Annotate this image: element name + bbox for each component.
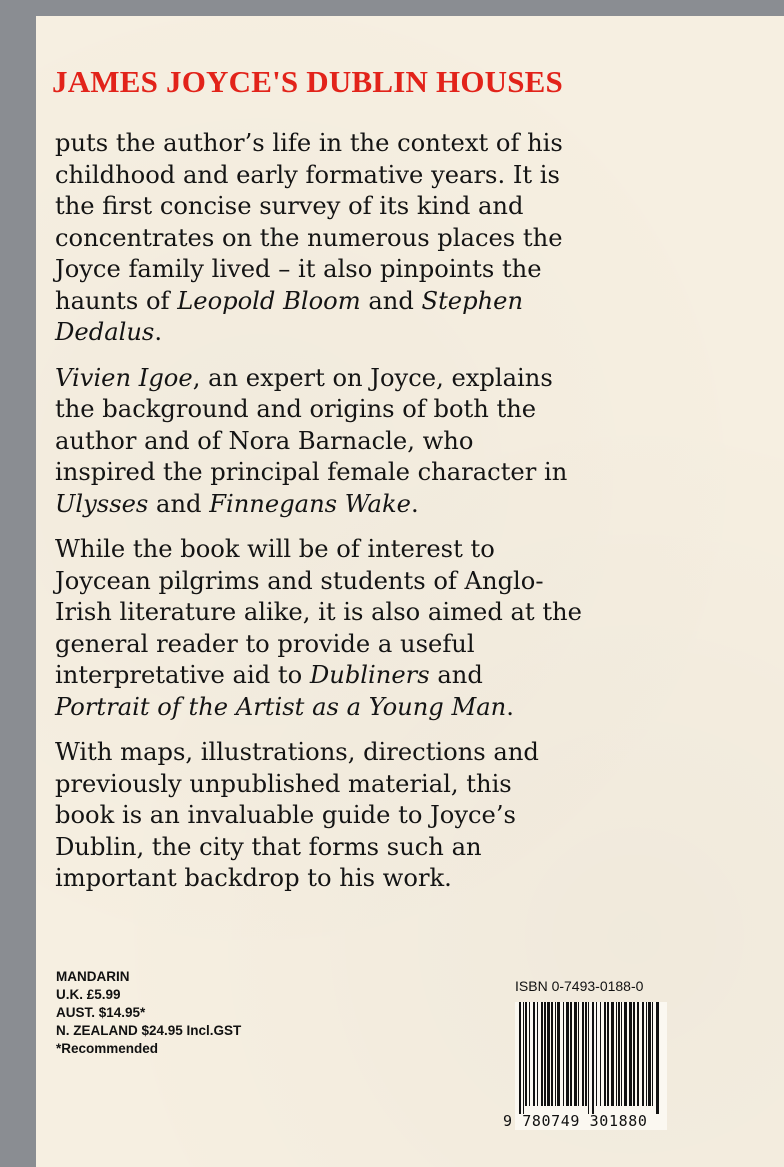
blurb-line — [55, 426, 715, 458]
barcode-bar — [616, 1002, 617, 1106]
barcode-bar — [618, 1002, 620, 1106]
barcode-bar — [551, 1002, 553, 1106]
text-run: general reader to provide a useful — [55, 629, 475, 658]
blurb-paragraph — [55, 737, 715, 895]
barcode-bar — [555, 1002, 556, 1106]
price-info — [56, 968, 241, 1058]
barcode-bar — [648, 1002, 651, 1106]
blurb-line — [55, 534, 715, 566]
barcode-bar — [582, 1002, 584, 1106]
text-run: important backdrop to his work. — [55, 864, 452, 892]
barcode-bar — [519, 1002, 521, 1114]
text-run: book is an invaluable guide to Joyce’s — [55, 801, 516, 829]
text-run: Dublin, the city that forms such an — [55, 832, 482, 861]
blurb-line — [55, 160, 715, 192]
text-run: haunts of — [55, 286, 178, 315]
blurb-line — [55, 597, 715, 629]
blurb-line — [55, 737, 715, 769]
text-run: Joycean pilgrims and students of Anglo- — [55, 566, 544, 595]
blurb-line — [55, 629, 715, 661]
text-run: puts the author’s life in the context of his — [55, 129, 563, 157]
blurb-line — [55, 317, 715, 349]
barcode-bar — [624, 1002, 627, 1106]
blurb-paragraph — [55, 128, 715, 349]
barcode-bar — [574, 1002, 577, 1106]
text-run: Irish literature alike, it is also aimed at the — [55, 598, 582, 626]
blurb-line — [55, 692, 715, 724]
italic-text: Finnegans Wake — [209, 489, 411, 518]
price-nz: N. ZEALAND $24.95 Incl.GST — [56, 1023, 242, 1038]
text-run: , an expert on Joyce, explains — [192, 363, 553, 392]
text-run: . — [506, 692, 514, 721]
italic-text: Ulysses — [55, 489, 149, 518]
italic-text: Dedalus — [55, 318, 155, 346]
text-run: the first concise survey of its kind and — [55, 192, 524, 220]
blurb-line — [55, 286, 715, 318]
barcode-bar — [604, 1002, 606, 1106]
barcode-bar — [525, 1002, 527, 1106]
barcode-bar — [523, 1002, 524, 1114]
barcode-bar — [592, 1002, 594, 1114]
blurb-line — [55, 832, 715, 864]
text-run: and — [148, 489, 210, 518]
blurb-paragraph — [55, 534, 715, 723]
blurb-line — [55, 769, 715, 801]
isbn-label: ISBN 0-7493-0188-0 — [515, 978, 644, 994]
blurb-line — [55, 489, 715, 521]
barcode-icon — [515, 1002, 667, 1114]
text-run: the background and origins of both the — [55, 395, 537, 423]
blurb-line — [55, 394, 715, 426]
barcode-bar — [563, 1002, 564, 1106]
italic-text: Leopold Bloom — [177, 286, 361, 315]
barcode-number: 9 780749 301880 — [503, 1112, 648, 1130]
barcode-bar — [621, 1002, 622, 1106]
barcode-bar — [588, 1002, 589, 1114]
blurb-line — [55, 457, 715, 489]
barcode-bar — [611, 1002, 614, 1106]
italic-text: Portrait of the Artist as a Young Man — [55, 692, 507, 721]
blurb-line — [55, 223, 715, 255]
barcode-bar — [529, 1002, 530, 1106]
barcode-bar — [637, 1002, 639, 1106]
barcode-bar — [544, 1002, 546, 1106]
text-run: childhood and early formative years. It is — [55, 160, 560, 189]
text-run: and — [429, 661, 483, 689]
text-run: interpretative aid to — [55, 661, 310, 689]
blurb-line — [55, 128, 715, 160]
blurb-line — [55, 660, 715, 692]
blurb-line — [55, 863, 715, 895]
barcode-bar — [646, 1002, 647, 1106]
barcode-bar — [537, 1002, 538, 1106]
barcode-bar — [566, 1002, 569, 1106]
text-run: With maps, illustrations, directions and — [55, 738, 539, 766]
text-run: . — [410, 489, 419, 518]
barcode-bar — [547, 1002, 550, 1106]
blurb-text — [55, 128, 715, 909]
blurb-line — [55, 566, 715, 598]
barcode-bar — [629, 1002, 632, 1106]
barcode-bar — [533, 1002, 535, 1106]
barcode-bar — [642, 1002, 644, 1106]
barcode-bar — [652, 1002, 653, 1106]
barcode-bar — [656, 1002, 659, 1114]
blurb-line — [55, 254, 715, 286]
book-title: JAMES JOYCE'S DUBLIN HOUSES — [52, 64, 563, 99]
text-run: While the book will be of interest to — [55, 535, 495, 563]
text-run: and — [360, 286, 422, 315]
blurb-line — [55, 191, 715, 223]
italic-text: Stephen — [421, 286, 524, 315]
blurb-line — [55, 800, 715, 832]
barcode-bar — [585, 1002, 587, 1106]
text-run: concentrates on the numerous places the — [55, 223, 563, 252]
italic-text: Dubliners — [309, 661, 430, 689]
price-aust: AUST. $14.95* — [56, 1005, 146, 1020]
barcode-bar — [596, 1002, 597, 1106]
text-run: . — [154, 318, 163, 346]
blurb-paragraph — [55, 363, 715, 521]
text-run: author and of Nora Barnacle, who — [55, 426, 474, 455]
italic-text: Vivien Igoe — [55, 363, 193, 392]
barcode-bar — [578, 1002, 579, 1106]
barcode-bar — [570, 1002, 572, 1106]
barcode-bar — [607, 1002, 609, 1106]
barcode-bar — [557, 1002, 560, 1106]
blurb-line — [55, 363, 715, 395]
barcode-bar — [600, 1002, 601, 1106]
publisher-name: MANDARIN — [56, 969, 130, 984]
barcode-bar — [541, 1002, 543, 1106]
text-run: inspired the principal female character in — [55, 458, 568, 486]
barcode-bar — [633, 1002, 635, 1106]
text-run: previously unpublished material, this — [55, 769, 512, 798]
text-run: Joyce family lived – it also pinpoints the — [55, 255, 542, 283]
price-note: *Recommended — [56, 1041, 159, 1056]
price-uk: U.K. £5.99 — [56, 987, 121, 1002]
